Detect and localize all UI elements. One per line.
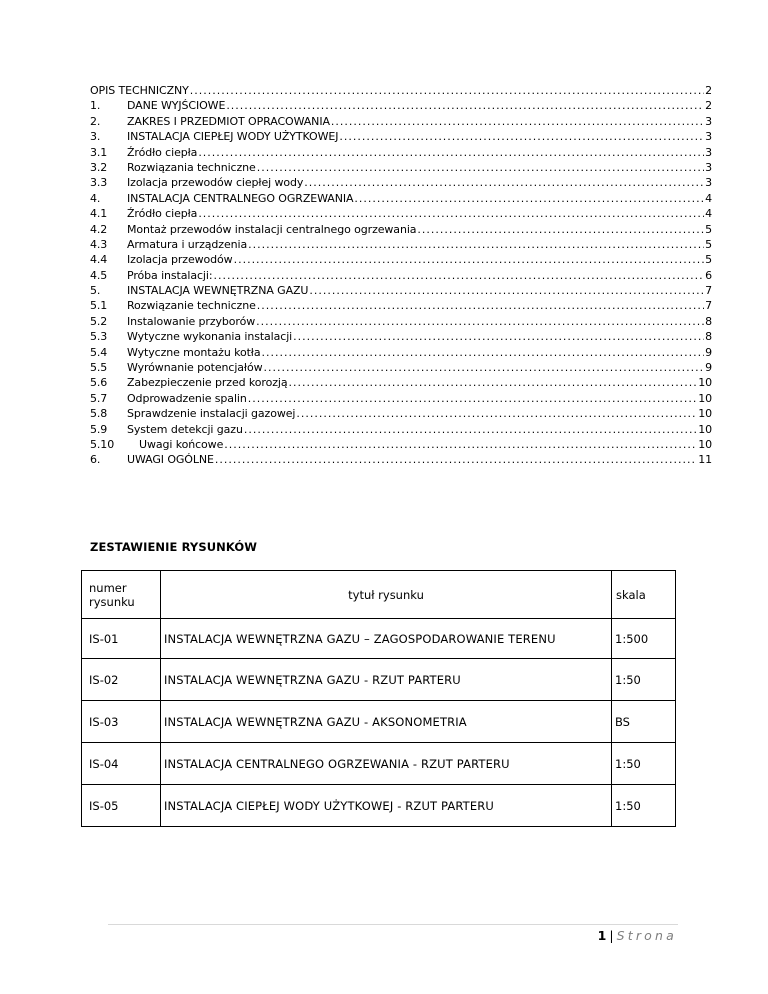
toc-entry[interactable] — [90, 269, 712, 284]
toc-entry-page: 3 — [705, 176, 712, 190]
drawing-number: IS-02 — [82, 659, 161, 701]
toc-entry[interactable] — [90, 176, 712, 191]
toc-entry-page: 10 — [698, 437, 712, 451]
toc-entry-title: INSTALACJA CENTRALNEGO OGRZEWANIA — [127, 191, 354, 205]
toc-entry[interactable] — [90, 438, 712, 453]
page-footer — [598, 928, 677, 943]
toc-leader-dots — [198, 146, 704, 159]
toc-entry-title: Źródło ciepła — [127, 145, 198, 159]
toc-leader-dots — [213, 269, 704, 282]
toc-entry[interactable] — [90, 330, 712, 345]
drawing-title: INSTALACJA WEWNĘTRZNA GAZU - RZUT PARTERU — [161, 659, 612, 701]
toc-leader-dots — [244, 423, 697, 436]
toc-entry-page: 6 — [705, 268, 712, 282]
toc-entry[interactable] — [90, 161, 712, 176]
toc-leader-dots — [224, 438, 697, 451]
toc-leader-dots — [304, 176, 704, 189]
toc-entry-title: Armatura i urządzenia — [127, 237, 248, 251]
toc-entry-number: 1. — [90, 99, 101, 113]
drawing-scale: 1:500 — [612, 619, 676, 659]
toc-entry-page: 10 — [698, 407, 712, 421]
toc-entry[interactable] — [90, 361, 712, 376]
toc-entry-page: 5 — [705, 222, 712, 236]
toc-entry[interactable] — [90, 392, 712, 407]
toc-entry-title: Izolacja przewodów — [127, 253, 233, 267]
drawing-title: INSTALACJA CIEPŁEJ WODY UŻYTKOWEJ - RZUT PARTERU — [161, 785, 612, 827]
toc-entry-title: System detekcji gazu — [127, 422, 243, 436]
toc-entry-number: 5.9 — [90, 422, 108, 436]
toc-entry[interactable] — [90, 223, 712, 238]
toc-entry-number: 4.1 — [90, 207, 108, 221]
header-scale: skala — [612, 571, 676, 619]
page-label: Strona — [616, 928, 677, 943]
toc-entry-page: 3 — [705, 130, 712, 144]
toc-leader-dots — [198, 207, 704, 220]
toc-entry-page: 3 — [705, 145, 712, 159]
toc-leader-dots — [234, 253, 705, 266]
toc-leader-dots — [309, 284, 704, 297]
toc-entry-page: 10 — [698, 391, 712, 405]
drawing-scale: 1:50 — [612, 743, 676, 785]
toc-entry-title: OPIS TECHNICZNY — [90, 84, 189, 97]
toc-entry[interactable] — [90, 130, 712, 145]
toc-leader-dots — [215, 453, 697, 466]
toc-entry-number: 5.5 — [90, 361, 108, 375]
toc-entry-page: 8 — [705, 330, 712, 344]
toc-entry-number: 5.6 — [90, 376, 108, 390]
toc-entry-title: ZAKRES I PRZEDMIOT OPRACOWANIA — [127, 114, 330, 128]
toc-entry-number: 4.3 — [90, 237, 108, 251]
toc-entry-number: 5.7 — [90, 391, 108, 405]
toc-leader-dots — [293, 330, 704, 343]
toc-entry-page: 5 — [705, 237, 712, 251]
toc-entry[interactable] — [90, 207, 712, 222]
table-row — [82, 743, 676, 785]
toc-entry-page: 10 — [698, 376, 712, 390]
toc-entry-number: 4.2 — [90, 222, 108, 236]
toc-leader-dots — [248, 392, 697, 405]
toc-entry-title: Wytyczne montażu kotła — [127, 345, 261, 359]
toc-entry-page: 9 — [705, 345, 712, 359]
toc-entry[interactable] — [90, 284, 712, 299]
toc-leader-dots — [296, 407, 697, 420]
toc-entry-title: Sprawdzenie instalacji gazowej — [127, 407, 296, 421]
toc-entry-page: 7 — [705, 284, 712, 298]
drawing-scale: 1:50 — [612, 659, 676, 701]
drawings-table-header — [82, 571, 676, 619]
table-row — [82, 785, 676, 827]
toc-leader-dots — [248, 238, 704, 251]
toc-entry-number: 3.2 — [90, 160, 108, 174]
toc-leader-dots — [354, 192, 704, 205]
toc-entry-page: 9 — [705, 361, 712, 375]
footer-separator: | — [609, 928, 614, 943]
drawing-title: INSTALACJA CENTRALNEGO OGRZEWANIA - RZUT PARTERU — [161, 743, 612, 785]
toc-entry-number: 2. — [90, 114, 101, 128]
toc-entry-title: Rozwiązanie techniczne — [127, 299, 256, 313]
toc-leader-dots — [257, 299, 704, 312]
toc-entry-page: 4 — [705, 207, 712, 221]
toc-entry-title: UWAGI OGÓLNE — [127, 453, 214, 467]
toc-entry-title: Próba instalacji: — [127, 268, 213, 282]
toc-entry[interactable] — [90, 407, 712, 422]
toc-entry[interactable] — [90, 192, 712, 207]
table-row — [82, 619, 676, 659]
toc-leader-dots — [289, 376, 698, 389]
drawing-number: IS-01 — [82, 619, 161, 659]
toc-entry[interactable] — [90, 376, 712, 391]
header-number: numer rysunku — [82, 571, 161, 619]
toc-entry[interactable] — [90, 84, 712, 99]
toc-entry-title: Uwagi końcowe — [139, 437, 224, 451]
toc-entry-title: Montaż przewodów instalacji centralnego ogrzewania — [127, 222, 417, 236]
toc-entry-title: INSTALACJA CIEPŁEJ WODY UŻYTKOWEJ — [127, 130, 339, 144]
toc-entry-title: Instalowanie przyborów — [127, 314, 256, 328]
toc-entry[interactable] — [90, 238, 712, 253]
toc-entry-number: 5.8 — [90, 407, 108, 421]
toc-entry-page: 3 — [705, 160, 712, 174]
toc-entry-number: 5. — [90, 284, 101, 298]
toc-entry-number: 3.1 — [90, 145, 108, 159]
toc-entry-number: 5.10 — [90, 437, 115, 451]
drawings-table — [81, 570, 676, 827]
toc-entry-title: Wytyczne wykonania instalacji — [127, 330, 293, 344]
table-row — [82, 701, 676, 743]
table-row — [82, 659, 676, 701]
toc-entry-page: 2 — [705, 99, 712, 113]
toc-leader-dots — [257, 161, 704, 174]
toc-entry-page: 7 — [705, 299, 712, 313]
drawing-title: INSTALACJA WEWNĘTRZNA GAZU – ZAGOSPODAROWANIE TERENU — [161, 619, 612, 659]
toc-entry-page: 2 — [705, 84, 712, 97]
toc-entry-number: 3. — [90, 130, 101, 144]
drawing-number: IS-05 — [82, 785, 161, 827]
footer-divider — [108, 924, 678, 925]
toc-leader-dots — [190, 84, 704, 97]
toc-entry[interactable] — [90, 115, 712, 130]
toc-entry-number: 4.5 — [90, 268, 108, 282]
toc-entry[interactable] — [90, 423, 712, 438]
drawings-heading: ZESTAWIENIE RYSUNKÓW — [90, 540, 258, 554]
toc-entry-number: 6. — [90, 453, 101, 467]
toc-entry-title: Źródło ciepła — [127, 207, 198, 221]
toc-leader-dots — [331, 115, 704, 128]
toc-leader-dots — [256, 315, 704, 328]
toc-entry-number: 4. — [90, 191, 101, 205]
toc-entry-title: Odprowadzenie spalin — [127, 391, 247, 405]
toc-entry-page: 4 — [705, 191, 712, 205]
toc-entry[interactable] — [90, 453, 712, 468]
toc-leader-dots — [263, 361, 704, 374]
toc-entry[interactable] — [90, 299, 712, 314]
toc-entry[interactable] — [90, 315, 712, 330]
toc-leader-dots — [417, 223, 704, 236]
drawing-scale: 1:50 — [612, 785, 676, 827]
drawing-number: IS-03 — [82, 701, 161, 743]
drawing-scale: BS — [612, 701, 676, 743]
header-title: tytuł rysunku — [161, 571, 612, 619]
toc-entry-page: 5 — [705, 253, 712, 267]
toc-leader-dots — [226, 99, 704, 112]
toc-entry-number: 5.2 — [90, 314, 108, 328]
toc-entry-title: Rozwiązania techniczne — [127, 160, 256, 174]
toc-entry-number: 4.4 — [90, 253, 108, 267]
toc-leader-dots — [261, 346, 704, 359]
toc-entry-title: INSTALACJA WEWNĘTRZNA GAZU — [127, 284, 309, 298]
table-of-contents — [90, 84, 712, 469]
toc-leader-dots — [339, 130, 704, 143]
toc-entry-title: Zabezpieczenie przed korozją — [127, 376, 288, 390]
toc-entry-title: Izolacja przewodów ciepłej wody — [127, 176, 304, 190]
toc-entry-page: 11 — [698, 453, 712, 467]
toc-entry-number: 5.4 — [90, 345, 108, 359]
toc-entry-page: 10 — [698, 422, 712, 436]
toc-entry-number: 3.3 — [90, 176, 108, 190]
toc-entry-title: Wyrównanie potencjałów — [127, 361, 263, 375]
drawing-title: INSTALACJA WEWNĘTRZNA GAZU - AKSONOMETRIA — [161, 701, 612, 743]
page-number: 1 — [597, 928, 607, 943]
toc-entry-title: DANE WYJŚCIOWE — [127, 99, 226, 113]
toc-entry[interactable] — [90, 146, 712, 161]
toc-entry[interactable] — [90, 99, 712, 114]
toc-entry-number: 5.3 — [90, 330, 108, 344]
toc-entry-number: 5.1 — [90, 299, 108, 313]
drawing-number: IS-04 — [82, 743, 161, 785]
toc-entry-page: 3 — [705, 114, 712, 128]
toc-entry[interactable] — [90, 346, 712, 361]
toc-entry[interactable] — [90, 253, 712, 268]
toc-entry-page: 8 — [705, 314, 712, 328]
